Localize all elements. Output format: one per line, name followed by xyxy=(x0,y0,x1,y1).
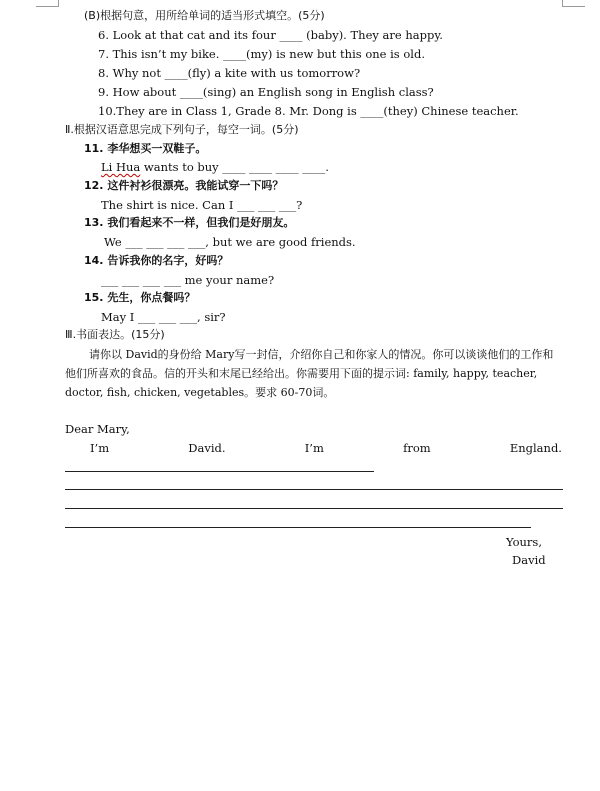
letter-word-3: I’m xyxy=(304,441,324,455)
letter-closing: Yours, xyxy=(506,535,542,549)
item-9: 9. How about ____(sing) an English song in English class? xyxy=(98,85,434,99)
section-2-title: Ⅱ.根据汉语意思完成下列句子，每空一词。(5分) xyxy=(65,123,299,136)
writing-line-4[interactable] xyxy=(65,527,531,528)
item-6: 6. Look at that cat and its four ____ (baby). They are happy. xyxy=(98,28,443,42)
item-7: 7. This isn’t my bike. ____(my) is new but this one is old. xyxy=(98,47,425,61)
item-10: 10.They are in Class 1, Grade 8. Mr. Dong is ____(they) Chinese teacher. xyxy=(98,104,519,118)
item-15-chinese: 15. 先生，你点餐吗？ xyxy=(84,291,196,304)
item-14-chinese: 14. 告诉我你的名字，好吗？ xyxy=(84,254,229,267)
writing-prompt-text: 请你以 David的身份给 Mary写一封信，介绍你自己和你家人的情况。你可以谈谈他们的工作和他们所喜欢的食品。信的开头和末尾已经给出。你需要用下面的提示词: family, happy, teacher, doctor, fish, chicken, vegetables。要求 60-70词。 xyxy=(65,348,554,399)
item-12-english: The shirt is nice. Can I ___ ___ ___? xyxy=(101,198,303,212)
letter-signature: David xyxy=(512,553,546,567)
item-14-english: ___ ___ ___ ___ me your name? xyxy=(101,273,275,287)
letter-word-2: David. xyxy=(188,441,226,455)
item-11-english xyxy=(101,159,329,175)
item-13-english: We ___ ___ ___ ___, but we are good friends. xyxy=(104,235,356,249)
item-11-name: Li Hua xyxy=(101,160,141,174)
letter-word-5: England. xyxy=(509,441,562,455)
item-12-chinese: 12. 这件衬衫很漂亮。我能试穿一下吗？ xyxy=(84,179,284,192)
item-13-chinese: 13. 我们看起来不一样，但我们是好朋友。 xyxy=(84,216,295,229)
writing-prompt xyxy=(65,345,563,402)
letter-first-line xyxy=(90,440,562,456)
item-11-text: wants to buy ____ ____ ____ ____. xyxy=(140,160,329,174)
section-3-title: Ⅲ.书面表达。(15分) xyxy=(65,328,165,341)
letter-word-1: I’m xyxy=(90,441,110,455)
letter-greeting: Dear Mary, xyxy=(65,422,130,436)
item-15-english: May I ___ ___ ___, sir? xyxy=(101,310,226,324)
corner-mark-top-left xyxy=(36,0,59,7)
writing-line-2[interactable] xyxy=(65,489,563,490)
letter-word-4: from xyxy=(403,441,431,455)
item-8: 8. Why not ____(fly) a kite with us tomorrow? xyxy=(98,66,361,80)
item-11-chinese: 11. 李华想买一双鞋子。 xyxy=(84,142,207,155)
part-b-title: (B)根据句意，用所给单词的适当形式填空。(5分) xyxy=(84,9,325,22)
writing-line-3[interactable] xyxy=(65,508,563,509)
corner-mark-top-right xyxy=(562,0,585,7)
writing-line-1[interactable] xyxy=(65,471,374,472)
